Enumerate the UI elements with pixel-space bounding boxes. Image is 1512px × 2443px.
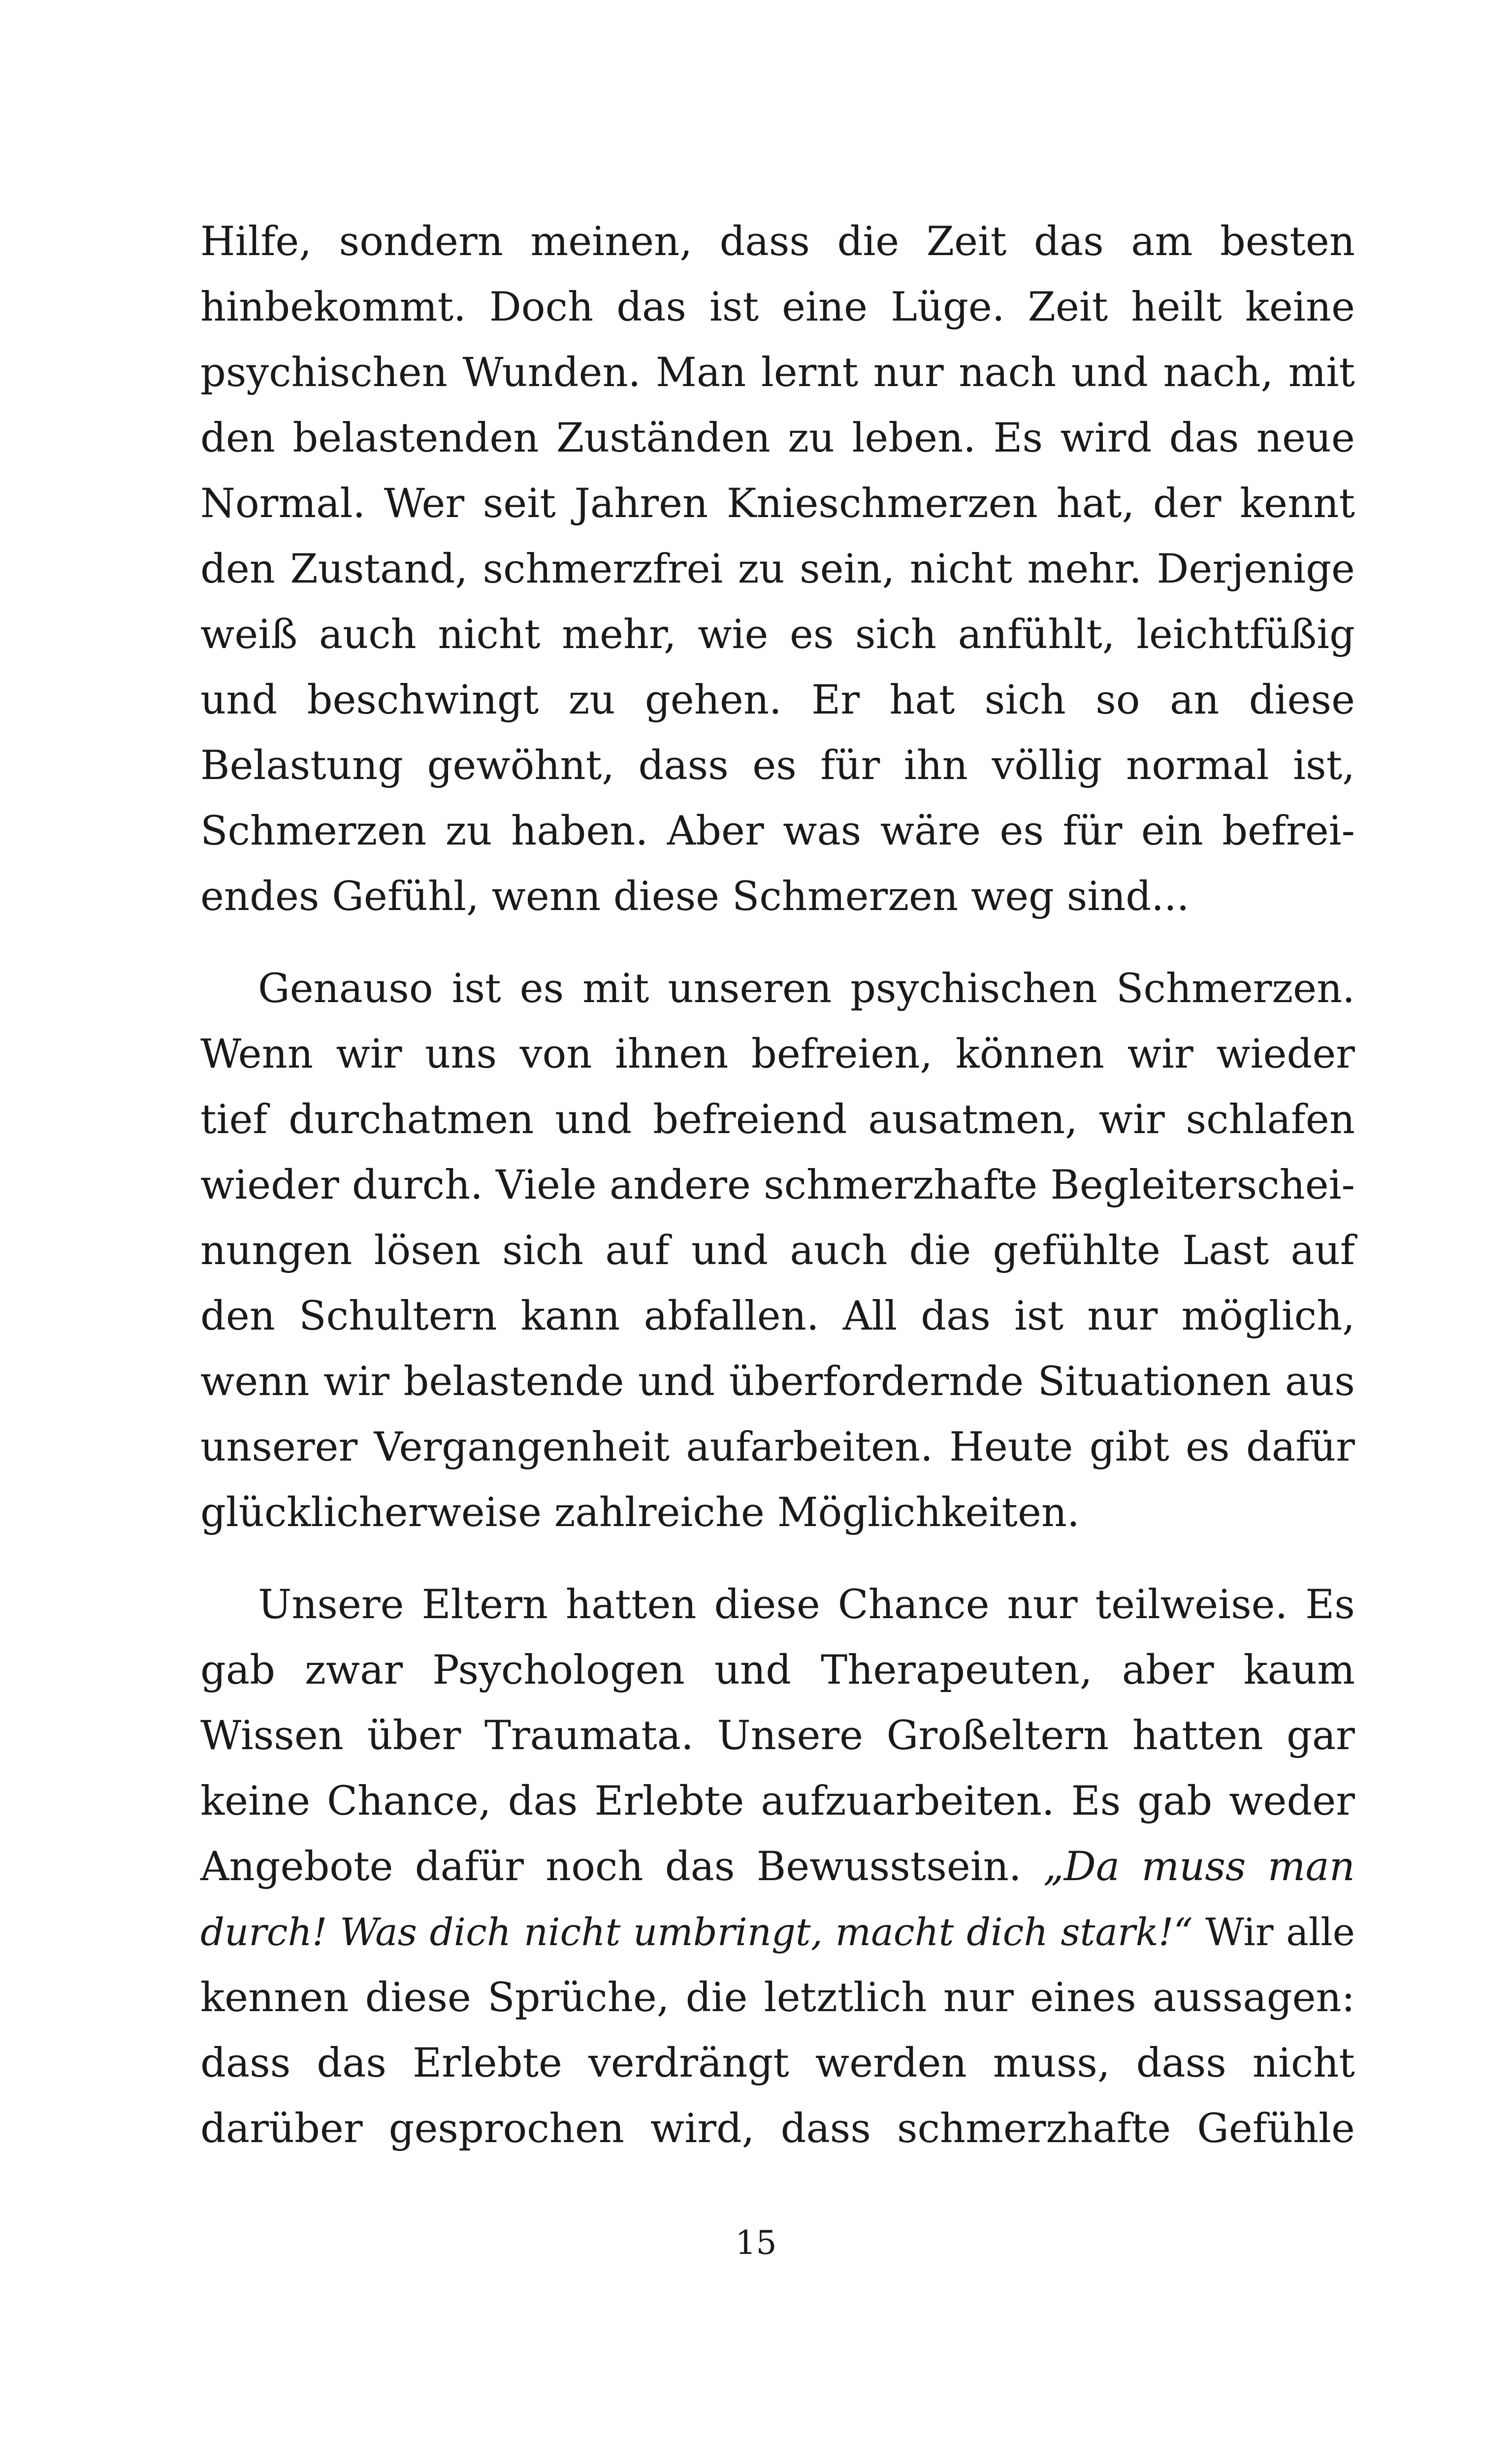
text-line: kennen diese Sprüche, die letztlich nur eines aussagen: xyxy=(200,1975,1355,2021)
quote-text: „Da muss man xyxy=(1043,1844,1355,1890)
body-text xyxy=(200,209,1355,2162)
text-line: wenn wir belastende und überfordernde Situationen aus xyxy=(200,1359,1355,1405)
quote-text: durch! Was dich nicht umbringt, macht dich stark!“ xyxy=(200,1911,1193,1954)
text-line: glücklicherweise zahlreiche Möglichkeiten. xyxy=(200,1490,1080,1536)
text-line: dass das Erlebte verdrängt werden muss, dass nicht xyxy=(200,2040,1355,2086)
text-line: keine Chance, das Erlebte aufzuarbeiten. Es gab weder xyxy=(200,1778,1355,1824)
text-line: und beschwingt zu gehen. Er hat sich so an diese xyxy=(200,677,1355,723)
text-line: endes Gefühl, wenn diese Schmerzen weg sind... xyxy=(200,874,1190,920)
text-line: hinbekommt. Doch das ist eine Lüge. Zeit heilt keine xyxy=(200,284,1355,330)
paragraph-3 xyxy=(200,1572,1355,2162)
text-line: Unsere Eltern hatten diese Chance nur teilweise. Es xyxy=(258,1582,1355,1628)
text-line: den Schultern kann abfallen. All das ist nur möglich, xyxy=(200,1293,1355,1339)
page-number: 15 xyxy=(735,2224,777,2262)
paragraph-2 xyxy=(200,956,1355,1546)
text-line: psychischen Wunden. Man lernt nur nach und nach, mit xyxy=(200,350,1355,396)
text-line: Wenn wir uns von ihnen befreien, können wir wieder xyxy=(200,1031,1355,1077)
text-line: unserer Vergangenheit aufarbeiten. Heute gibt es dafür xyxy=(200,1424,1355,1470)
text-line: nungen lösen sich auf und auch die gefühlte Last auf xyxy=(200,1228,1355,1274)
text-line: den Zustand, schmerzfrei zu sein, nicht mehr. Derjenige xyxy=(200,546,1355,592)
text-line: weiß auch nicht mehr, wie es sich anfühlt, leichtfüßig xyxy=(200,612,1355,658)
text-line: darüber gesprochen wird, dass schmerzhafte Gefühle xyxy=(200,2106,1355,2152)
text-line: den belastenden Zuständen zu leben. Es wird das neue xyxy=(200,415,1355,461)
text-run: Angebote dafür noch das Bewusstsein. xyxy=(200,1844,1043,1890)
text-line: tief durchatmen und befreiend ausatmen, wir schlafen xyxy=(200,1097,1355,1143)
text-line: Hilfe, sondern meinen, dass die Zeit das am besten xyxy=(200,219,1355,265)
text-line: wieder durch. Viele andere schmerzhafte Begleiterschei- xyxy=(200,1162,1355,1208)
text-line-with-quote xyxy=(200,1834,1355,1900)
text-line: gab zwar Psychologen und Therapeuten, aber kaum xyxy=(200,1647,1355,1694)
text-line: Wissen über Traumata. Unsere Großeltern hatten gar xyxy=(200,1713,1355,1759)
paragraph-1 xyxy=(200,209,1355,930)
text-line: Normal. Wer seit Jahren Knieschmerzen hat, der kennt xyxy=(200,481,1355,527)
text-line: Genauso ist es mit unseren psychischen Schmerzen. xyxy=(258,966,1355,1012)
text-line: Schmerzen zu haben. Aber was wäre es für ein befrei- xyxy=(200,808,1355,854)
text-run: Wir alle xyxy=(1192,1911,1355,1954)
text-line-with-quote xyxy=(200,1900,1355,1965)
text-line: Belastung gewöhnt, dass es für ihn völlig normal ist, xyxy=(200,743,1355,789)
